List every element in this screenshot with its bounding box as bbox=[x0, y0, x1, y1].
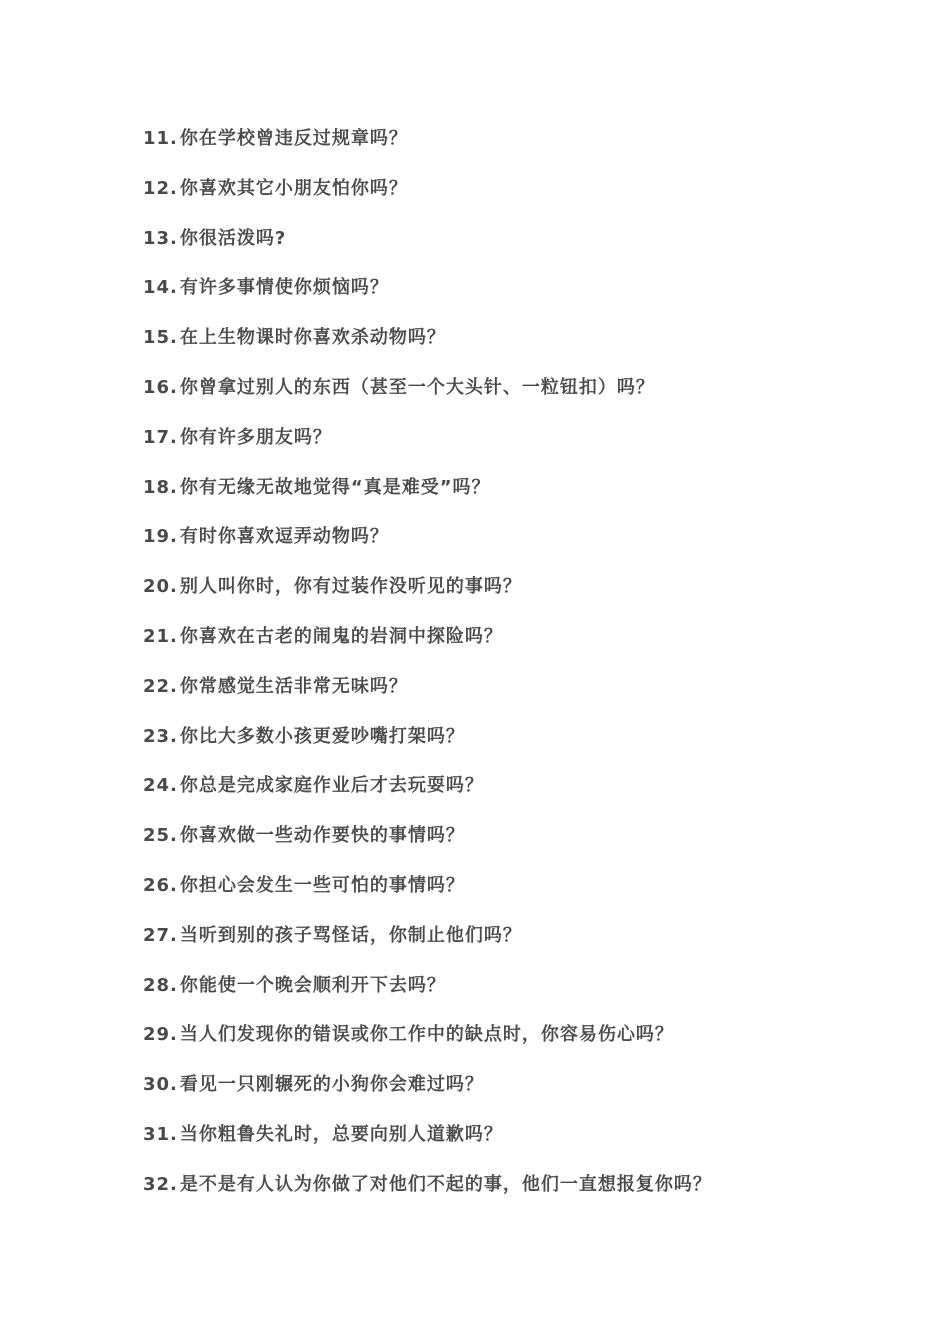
question-item bbox=[143, 423, 903, 473]
question-text: 当听到别的孩子骂怪话，你制止他们吗？ bbox=[179, 924, 522, 946]
question-number: 23. bbox=[143, 725, 178, 747]
question-number: 21. bbox=[143, 625, 178, 647]
question-text: 当你粗鲁失礼时，总要向别人道歉吗？ bbox=[179, 1123, 503, 1145]
question-number: 12. bbox=[143, 177, 178, 199]
question-item bbox=[143, 771, 903, 821]
question-item bbox=[143, 572, 903, 622]
question-item bbox=[143, 921, 903, 971]
question-text: 在上生物课时你喜欢杀动物吗？ bbox=[179, 327, 446, 349]
question-text: 当人们发现你的错误或你工作中的缺点时，你容易伤心吗？ bbox=[179, 1024, 674, 1046]
question-text: 你喜欢在古老的闹鬼的岩洞中探险吗？ bbox=[179, 625, 503, 647]
question-item bbox=[143, 323, 903, 373]
question-item bbox=[143, 622, 903, 672]
question-text: 你常感觉生活非常无味吗？ bbox=[179, 675, 408, 697]
question-item bbox=[143, 224, 903, 274]
question-number: 17. bbox=[143, 426, 178, 448]
question-text: 你在学校曾违反过规章吗？ bbox=[179, 128, 408, 149]
question-list bbox=[143, 124, 903, 1220]
question-text: 看见一只刚辗死的小狗你会难过吗？ bbox=[179, 1074, 484, 1096]
question-number: 24. bbox=[143, 775, 178, 797]
question-text: 有时你喜欢逗弄动物吗？ bbox=[179, 526, 389, 548]
question-text: 你比大多数小孩更爱吵嘴打架吗？ bbox=[179, 725, 465, 747]
question-number: 28. bbox=[143, 974, 178, 996]
question-item bbox=[143, 373, 903, 423]
question-number: 18. bbox=[143, 476, 178, 498]
question-text: 别人叫你时，你有过装作没听见的事吗？ bbox=[179, 576, 522, 598]
question-item bbox=[143, 124, 903, 174]
question-number: 31. bbox=[143, 1123, 178, 1145]
question-number: 30. bbox=[143, 1074, 178, 1096]
question-text: 你有许多朋友吗？ bbox=[179, 426, 332, 448]
question-item bbox=[143, 174, 903, 224]
question-number: 11. bbox=[143, 128, 178, 149]
question-item bbox=[143, 473, 903, 523]
question-number: 25. bbox=[143, 825, 178, 847]
question-text: 你很活泼吗? bbox=[179, 227, 287, 249]
question-text: 你有无缘无故地觉得“真是难受”吗？ bbox=[179, 476, 491, 498]
question-number: 32. bbox=[143, 1173, 178, 1195]
question-item bbox=[143, 871, 903, 921]
question-text: 有许多事情使你烦恼吗？ bbox=[179, 277, 389, 299]
question-text: 是不是有人认为你做了对他们不起的事，他们一直想报复你吗？ bbox=[179, 1173, 712, 1195]
question-item bbox=[143, 1070, 903, 1120]
question-item bbox=[143, 1020, 903, 1070]
question-text: 你喜欢做一些动作要快的事情吗？ bbox=[179, 825, 465, 847]
question-number: 16. bbox=[143, 376, 178, 398]
question-item bbox=[143, 522, 903, 572]
question-item bbox=[143, 722, 903, 772]
question-number: 20. bbox=[143, 576, 178, 598]
question-text: 你喜欢其它小朋友怕你吗？ bbox=[179, 177, 408, 199]
question-number: 19. bbox=[143, 526, 178, 548]
question-item bbox=[143, 672, 903, 722]
question-item bbox=[143, 821, 903, 871]
question-text: 你担心会发生一些可怕的事情吗？ bbox=[179, 874, 465, 896]
question-text: 你能使一个晚会顺利开下去吗？ bbox=[179, 974, 446, 996]
question-item bbox=[143, 1170, 903, 1220]
question-number: 26. bbox=[143, 874, 178, 896]
question-text: 你总是完成家庭作业后才去玩耍吗？ bbox=[179, 775, 484, 797]
question-number: 15. bbox=[143, 327, 178, 349]
question-number: 29. bbox=[143, 1024, 178, 1046]
question-number: 13. bbox=[143, 227, 178, 249]
question-text: 你曾拿过别人的东西（甚至一个大头针、一粒钮扣）吗？ bbox=[179, 376, 655, 398]
question-item bbox=[143, 1120, 903, 1170]
question-item bbox=[143, 273, 903, 323]
question-number: 14. bbox=[143, 277, 178, 299]
question-number: 27. bbox=[143, 924, 178, 946]
question-number: 22. bbox=[143, 675, 178, 697]
question-item bbox=[143, 971, 903, 1021]
